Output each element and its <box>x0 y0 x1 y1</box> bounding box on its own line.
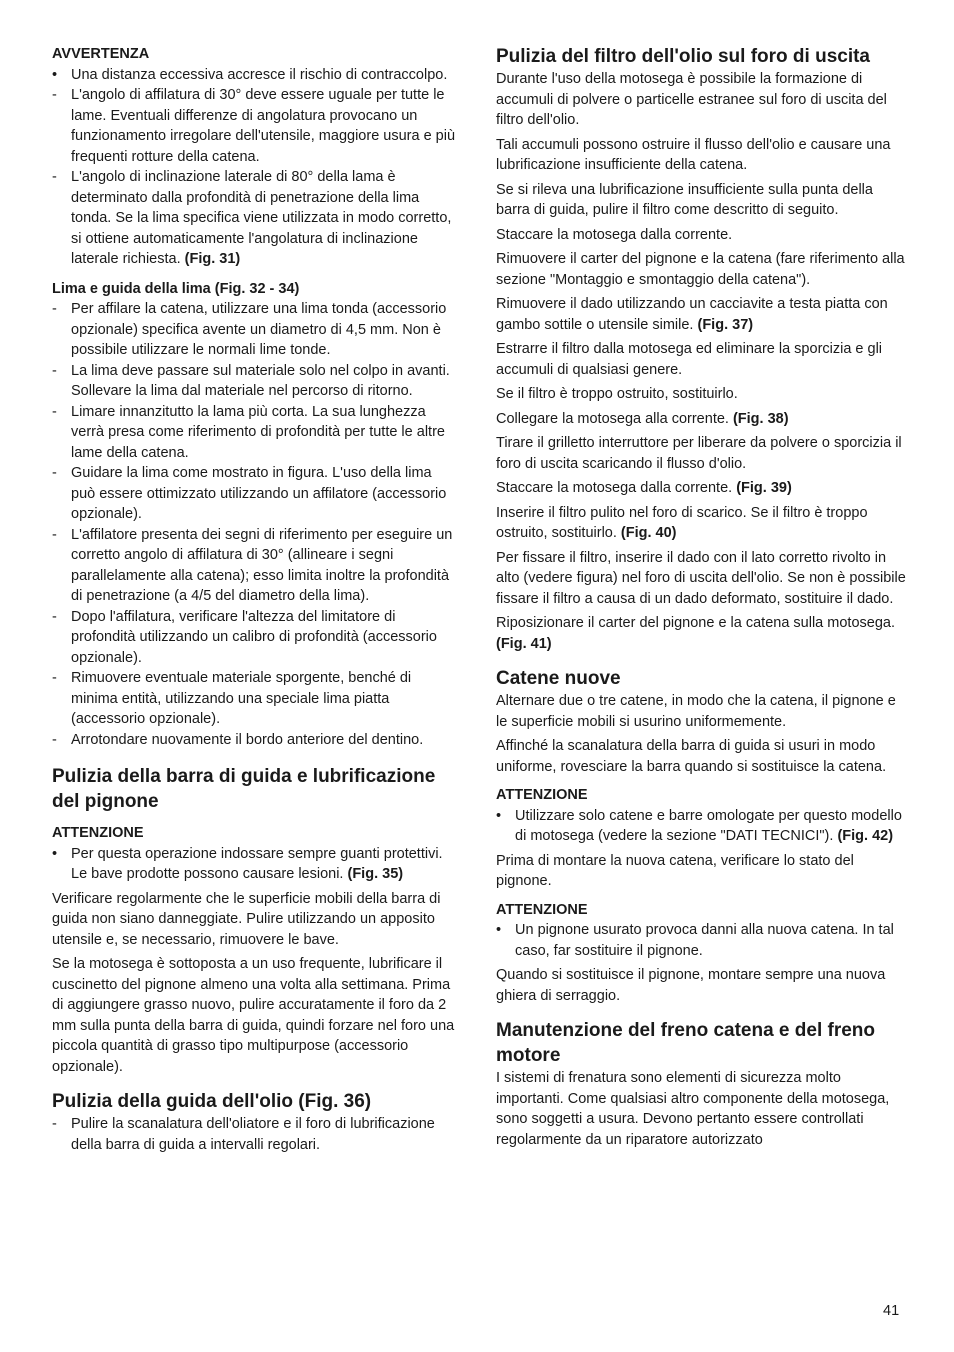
warning-label: AVVERTENZA <box>52 46 150 62</box>
paragraph-text: Staccare la motosega dalla corrente. <box>496 226 733 243</box>
file-guide-label: Lima e guida della lima (Fig. 32 - 34) <box>52 280 300 297</box>
dash-marker: - <box>52 731 57 748</box>
figure-reference: (Fig. 37) <box>697 316 754 333</box>
list-item <box>52 607 457 669</box>
list-item-text: La lima deve passare sul materiale solo nel colpo in avanti. Sollevare la lima dal materiale nel percorso di ritorno. <box>71 362 450 399</box>
paragraph-text: Per fissare il filtro, inserire il dado con il lato corretto rivolto in alto (vedere figura) nel foro di uscita dell'olio. Se non è possibile fissare il filtro a causa di un dado deformato, sostituire il dado. <box>496 549 906 607</box>
dash-marker: - <box>52 403 57 420</box>
paragraph: Verificare regolarmente che le superficie mobili della barra di guida non siano danneggiate. Pulire utilizzando un apposito utensile e, se necessario, rimuovere le bave. <box>52 890 441 948</box>
figure-reference: (Fig. 40) <box>620 525 677 541</box>
list-item-text: L'angolo di affilatura di 30° deve essere uguale per tutte le lame. Eventuali differenze di angolatura provocano un funzionamento irregolare dell'utensile, maggiore usura e più frequenti rotture della catena. <box>71 87 456 165</box>
paragraph <box>496 135 906 176</box>
list-item-text: L'affilatore presenta dei segni di riferimento per eseguire un corretto angolo di affilatura di 30° (allineare i segni parallelamente alla catena); esso limita inoltre la profondità di penetrazione (a 4/5 del diametro della lima). <box>71 526 453 604</box>
section-heading-oil-filter: Pulizia del filtro dell'olio sul foro di uscita <box>496 46 870 67</box>
caution-label: ATTENZIONE <box>52 825 144 841</box>
dash-marker: - <box>52 465 57 481</box>
caution-label: ATTENZIONE <box>496 787 588 803</box>
paragraph-text: Tali accumuli possono ostruire il flusso dell'olio e causare una lubrificazione insufficiente della catena. <box>496 136 891 173</box>
list-item <box>52 402 457 464</box>
figure-reference: (Fig. 38) <box>732 410 789 427</box>
paragraph-text: Rimuovere il carter del pignone e la catena (fare riferimento alla sezione "Montaggio e smontaggio della catena"). <box>496 251 905 288</box>
paragraph-text: Collegare la motosega alla corrente. <box>496 410 729 427</box>
list-item-text: Un pignone usurato provoca danni alla nuova catena. In tal caso, far sostituire il pignone. <box>515 922 894 959</box>
paragraph-text: Tirare il grilletto interruttore per liberare da polvere o sporcizia il foro di uscita scaricando il flusso d'olio. <box>496 435 902 472</box>
figure-reference: (Fig. 35) <box>347 866 404 882</box>
paragraph <box>496 225 906 246</box>
list-item-text: Per affilare la catena, utilizzare una lima tonda (accessorio opzionale) specifica avente un diametro di 4,5 mm. Non è possibile utilizzare le normali lime tonde. <box>71 301 447 358</box>
bullet-marker: • <box>52 845 58 862</box>
paragraph: Affinché la scanalatura della barra di guida si usuri in modo uniforme, rovesciare la barra quando si sostituisce la catena. <box>496 738 887 775</box>
paragraph: Prima di montare la nuova catena, verificare lo stato del pignone. <box>496 852 854 889</box>
paragraph <box>496 433 906 474</box>
section-heading-oil-guide: Pulizia della guida dell'olio (Fig. 36) <box>52 1091 372 1112</box>
oil-guide-list <box>52 1114 457 1155</box>
warning-list <box>52 65 457 270</box>
paragraph-text: Se il filtro è troppo ostruito, sostituirlo. <box>496 386 738 402</box>
paragraph <box>496 503 906 544</box>
caution-list <box>496 920 906 961</box>
list-item <box>52 65 457 86</box>
paragraph <box>496 548 906 610</box>
right-column <box>496 44 906 1154</box>
list-item-text: Dopo l'affilatura, verificare l'altezza del limitatore di profondità utilizzando un calibro di profondità (accessorio opzionale). <box>71 608 437 666</box>
paragraph: Se la motosega è sottoposta a un uso frequente, lubrificare il cuscinetto del pignone almeno una volta alla settimana. Prima di aggiungere grasso nuovo, pulire accuratamente il foro da 2 mm sulla punta della barra di guida, quindi forzare nel foro una piccola quantità di grasso tipo multipurpose (accessorio opzionale). <box>52 956 455 1075</box>
paragraph <box>496 384 906 405</box>
list-item <box>52 730 457 751</box>
bullet-marker: • <box>496 807 502 824</box>
list-item-text: Limare innanzitutto la lama più corta. La sua lunghezza verrà presa come riferimento di profondità per tutte le altre lame della catena. <box>71 403 445 461</box>
paragraph-text: Rimuovere il dado utilizzando un cacciavite a testa piatta con gambo sottile o utensile simile. <box>496 296 888 333</box>
list-item-text: Per questa operazione indossare sempre guanti protettivi. Le bave prodotte possono causare lesioni. <box>71 845 443 882</box>
list-item <box>52 361 457 402</box>
section-heading-bar-cleaning: Pulizia della barra di guida e lubrificazione del pignone <box>52 766 436 812</box>
figure-reference: (Fig. 42) <box>837 828 894 844</box>
list-item <box>496 920 906 961</box>
paragraph <box>496 478 906 499</box>
list-item-text: Pulire la scanalatura dell'oliatore e il foro di lubrificazione della barra di guida a intervalli regolari. <box>71 1116 435 1153</box>
paragraph <box>496 294 906 335</box>
figure-reference: (Fig. 41) <box>496 635 552 652</box>
list-item <box>52 525 457 607</box>
dash-marker: - <box>52 670 57 686</box>
paragraph-text: Durante l'uso della motosega è possibile la formazione di accumuli di polvere o particelle estranee sul foro di uscita del filtro dell'olio. <box>496 71 887 128</box>
paragraph-text: Estrarre il filtro dalla motosega ed eliminare la sporcizia e gli accumuli di qualsiasi genere. <box>496 341 883 378</box>
list-item <box>52 1114 457 1155</box>
list-item-text: Guidare la lima come mostrato in figura. L'uso della lima può essere ottimizzato utilizzando un affilatore (accessorio opzionale). <box>71 465 447 522</box>
caution-label: ATTENZIONE <box>496 901 588 918</box>
dash-marker: - <box>52 169 57 185</box>
paragraph <box>496 339 906 380</box>
paragraph-text: Staccare la motosega dalla corrente. <box>496 480 733 496</box>
paragraph <box>496 613 906 654</box>
file-guide-list <box>52 299 457 750</box>
paragraph-text: Riposizionare il carter del pignone e la catena sulla motosega. <box>496 615 895 631</box>
list-item <box>52 167 457 270</box>
list-item <box>52 299 457 361</box>
section-heading-brake-maintenance: Manutenzione del freno catena e del freno motore <box>496 1020 876 1066</box>
list-item <box>52 463 457 525</box>
list-item <box>52 844 457 885</box>
dash-marker: - <box>52 608 57 625</box>
list-item <box>496 806 906 847</box>
caution-list <box>496 806 906 847</box>
list-item-text: Rimuovere eventuale materiale sporgente, benché di minima entità, utilizzando una speciale lima piatta (accessorio opzionale). <box>71 670 412 727</box>
paragraph-text: Inserire il filtro pulito nel foro di scarico. Se il filtro è troppo ostruito, sostituirlo. <box>496 504 868 541</box>
paragraph-text: Se si rileva una lubrificazione insufficiente sulla punta della barra di guida, pulire il filtro come descritto di seguito. <box>496 181 873 218</box>
dash-marker: - <box>52 526 57 543</box>
list-item-text: Utilizzare solo catene e barre omologate per questo modello di motosega (vedere la sezione "DATI TECNICI"). <box>515 807 902 844</box>
list-item <box>52 668 457 730</box>
list-item-text: Una distanza eccessiva accresce il rischio di contraccolpo. <box>71 66 448 83</box>
dash-marker: - <box>52 1116 57 1132</box>
dash-marker: - <box>52 362 57 379</box>
paragraph <box>496 409 906 430</box>
list-item <box>52 85 457 167</box>
paragraph: Quando si sostituisce il pignone, montare sempre una nuova ghiera di serraggio. <box>496 967 886 1004</box>
figure-reference: (Fig. 39) <box>736 480 792 496</box>
section-heading-new-chains: Catene nuove <box>496 668 621 689</box>
caution-list <box>52 844 457 885</box>
dash-marker: - <box>52 87 57 103</box>
list-item-text: L'angolo di inclinazione laterale di 80° della lama è determinato dalla profondità di penetrazione della lima tonda. Se la lima specifica viene utilizzata in modo corretto, si ottiene automaticamente l'angolatura di inclinazione laterale richiesta. <box>71 169 452 267</box>
left-column <box>52 44 457 1155</box>
paragraph <box>496 69 906 131</box>
bullet-marker: • <box>52 66 58 83</box>
list-item-text: Arrotondare nuovamente il bordo anteriore del dentino. <box>71 731 424 748</box>
paragraph: I sistemi di frenatura sono elementi di sicurezza molto importanti. Come qualsiasi altro componente della motosega, sono soggetti a usura. Devono pertanto essere controllati regolarmente da un riparatore autorizzato <box>496 1070 890 1148</box>
paragraph <box>496 249 906 290</box>
bullet-marker: • <box>496 922 502 938</box>
figure-reference: (Fig. 31) <box>184 251 241 267</box>
paragraph <box>496 180 906 221</box>
paragraph: Alternare due o tre catene, in modo che la catena, il pignone e le superficie mobili si usurino uniformemente. <box>496 693 896 730</box>
dash-marker: - <box>52 301 57 317</box>
page-number: 41 <box>883 1303 900 1319</box>
